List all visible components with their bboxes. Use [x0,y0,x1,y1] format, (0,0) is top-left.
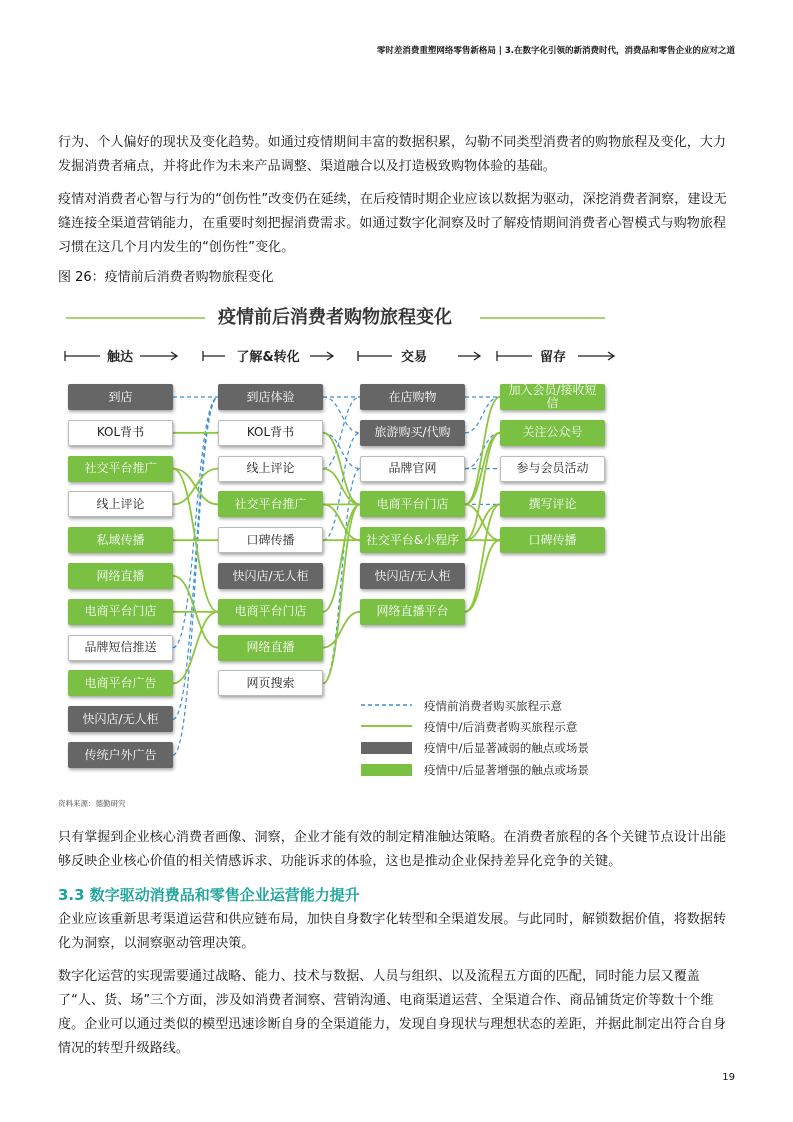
paragraph-3: 只有掌握到企业核心消费者画像、洞察，企业才能有效的制定精准触达策略。在消费者旅程的各个关键节点设计出能够反映企业核心价值的相关情感诉求、功能诉求的体验，这也是推动企业保持差异化竞争的关键。 [58,830,727,869]
section-title: 3.3 数字驱动消费品和零售企业运营能力提升 [58,886,360,904]
legend-label-weakened: 疫情中/后显著减弱的触点或场景 [424,741,589,755]
legend-swatch-gray [361,742,412,754]
paragraph-1: 行为、个人偏好的现状及变化趋势。如通过疫情期间丰富的数据积累，勾勒不同类型消费者的购物旅程及变化，大力发掘消费者痛点，并将此作为未来产品调整、渠道融合以及打造极致购物体验的基础。 [58,135,727,174]
journey-node: 参与会员活动 [500,456,605,482]
stage-transaction: 交易 [400,350,427,365]
journey-node: 到店体验 [218,384,323,410]
stage-retention: 留存 [539,350,566,365]
journey-node: 社交平台&小程序 [360,527,465,553]
post-pandemic-link [323,433,360,505]
section-paragraph-2: 数字化运营的实现需要通过战略、能力、技术与数据、人员与组织、以及流程五方面的匹配，同时能力层又覆盖了“人、货、场”三个方面，涉及如消费者洞察、营销沟通、电商渠道运营、全渠道合作、商品铺货定价等数十个维度。企业可以通过类似的模型迅速诊断自身的全渠道能力，发现自身现状与理想状态的差距，并据此制定出符合自身情况的转型升级路线。 [58,969,727,1056]
journey-node: 传统户外广告 [68,742,173,768]
section-paragraph-1: 企业应该重新思考渠道运营和供应链布局，加快自身数字化转型和全渠道发展。与此同时，解锁数据价值，将数据转化为洞察，以洞察驱动管理决策。 [58,912,727,951]
journey-node: 网络直播 [218,635,323,661]
journey-node: 口碑传播 [218,527,323,553]
pre-pandemic-link [173,397,218,719]
post-pandemic-link [323,504,360,683]
journey-node: 私域传播 [68,527,173,553]
pre-pandemic-link [323,397,360,433]
journey-node: 品牌短信推送 [68,635,173,661]
pre-pandemic-link [173,397,218,755]
journey-node: 电商平台门店 [68,599,173,625]
journey-node: 线上评论 [218,456,323,482]
pre-pandemic-link [323,433,360,469]
journey-node: 撰写评论 [500,491,605,517]
journey-node: 旅游购买/代购 [360,420,465,446]
paragraph-2: 疫情对消费者心智与行为的“创伤性”改变仍在延续，在后疫情时期企业应该以数据为驱动，深挖消费者洞察，建设无缝连接全渠道营销能力，在重要时刻把握消费需求。如通过数字化洞察及时了解疫情期间消费者心智模式与购物旅程习惯在这几个月内发生的“创伤性”变化。 [58,192,727,255]
journey-node: 快闪店/无人柜 [218,563,323,589]
journey-node: 在店购物 [360,384,465,410]
journey-node: 快闪店/无人柜 [68,706,173,732]
journey-node: 加入会员/接收短信 [500,384,605,410]
journey-node: 网络直播平台 [360,599,465,625]
post-pandemic-link [173,612,218,684]
journey-node: 社交平台推广 [68,456,173,482]
journey-node: 品牌官网 [360,456,465,482]
journey-node: 关注公众号 [500,420,605,446]
diagram-title: 疫情前后消费者购物旅程变化 [218,307,452,328]
stage-reach: 触达 [106,350,133,365]
journey-node: KOL背书 [218,420,323,446]
running-header: 零时差消费重塑网络零售新格局 | 3.在数字化引领的新消费时代，消费品和零售企业的应对之道 [376,46,735,56]
post-pandemic-link [323,469,360,505]
journey-node: 电商平台门店 [360,491,465,517]
journey-node: 到店 [68,384,173,410]
source-note: 资料来源：德勤研究 [58,799,126,808]
journey-node: 网页搜索 [218,670,323,696]
legend-label-after: 疫情中/后消费者购买旅程示意 [424,720,578,734]
journey-node: 社交平台推广 [218,491,323,517]
post-pandemic-link [465,540,500,612]
journey-node: 快闪店/无人柜 [360,563,465,589]
legend-label-before: 疫情前消费者购买旅程示意 [424,699,562,713]
journey-node: 线上评论 [68,491,173,517]
stage-understand-convert: 了解&转化 [236,350,300,365]
journey-node: 电商平台广告 [68,670,173,696]
pre-pandemic-link [323,397,360,469]
legend-label-strengthened: 疫情中/后显著增强的触点或场景 [424,763,589,777]
legend-swatch-green [361,764,412,776]
journey-node: KOL背书 [68,420,173,446]
figure-caption: 图 26：疫情前后消费者购物旅程变化 [58,270,274,285]
post-pandemic-link [323,612,360,648]
journey-node: 网络直播 [68,563,173,589]
journey-node: 口碑传播 [500,527,605,553]
journey-node: 电商平台门店 [218,599,323,625]
page-number: 19 [722,1072,735,1083]
